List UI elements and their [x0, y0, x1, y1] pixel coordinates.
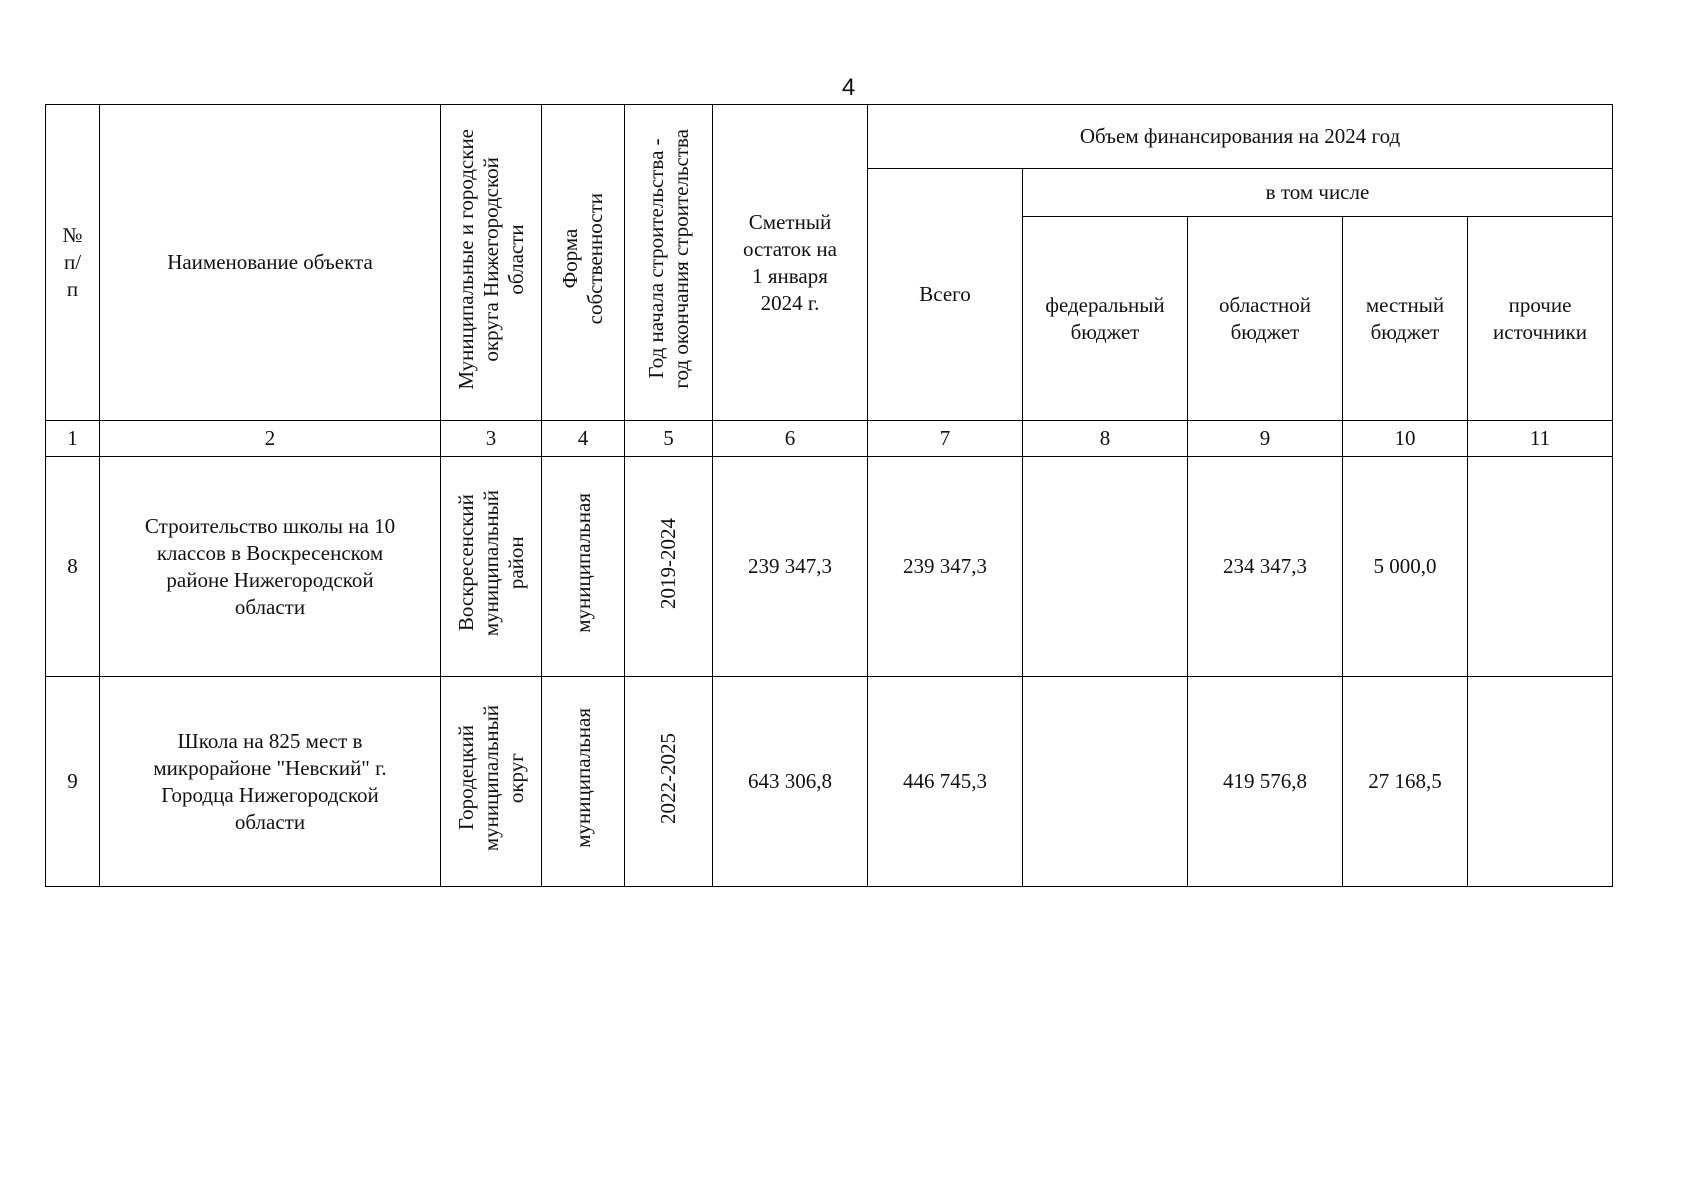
header-including: в том числе [1023, 169, 1613, 217]
column-number: 5 [625, 421, 713, 457]
header-name: Наименование объекта [100, 105, 441, 421]
header-municipality: Муниципальные и городские округа Нижегородской области [441, 105, 542, 421]
row-other [1468, 457, 1613, 677]
column-number: 4 [542, 421, 625, 457]
page-number: 4 [841, 74, 856, 101]
row-local: 27 168,5 [1343, 677, 1468, 887]
header-years: Год начала строительства - год окончания строительства [625, 105, 713, 421]
column-number: 10 [1343, 421, 1468, 457]
row-ownership: муниципальная [542, 457, 625, 677]
row-name: Строительство школы на 10 классов в Воскресенском районе Нижегородской области [100, 457, 441, 677]
row-federal [1023, 457, 1188, 677]
row-regional: 234 347,3 [1188, 457, 1343, 677]
row-total: 446 745,3 [868, 677, 1023, 887]
header-local: местный бюджет [1343, 217, 1468, 421]
header-num: № п/ п [46, 105, 100, 421]
header-total: Всего [868, 169, 1023, 421]
header-funding-group: Объем финансирования на 2024 год [868, 105, 1613, 169]
column-number: 2 [100, 421, 441, 457]
column-number: 7 [868, 421, 1023, 457]
column-number-row [46, 421, 1613, 457]
row-num: 8 [46, 457, 100, 677]
row-years: 2022-2025 [625, 677, 713, 887]
row-regional: 419 576,8 [1188, 677, 1343, 887]
column-number: 9 [1188, 421, 1343, 457]
header-estimate: Сметный остаток на 1 января 2024 г. [713, 105, 868, 421]
header-other: прочие источники [1468, 217, 1613, 421]
row-total: 239 347,3 [868, 457, 1023, 677]
header-ownership: Форма собственности [542, 105, 625, 421]
row-years: 2019-2024 [625, 457, 713, 677]
column-number: 11 [1468, 421, 1613, 457]
row-other [1468, 677, 1613, 887]
row-num: 9 [46, 677, 100, 887]
table-row [46, 677, 1613, 887]
header-regional: областной бюджет [1188, 217, 1343, 421]
row-ownership: муниципальная [542, 677, 625, 887]
column-number: 8 [1023, 421, 1188, 457]
row-estimate: 643 306,8 [713, 677, 868, 887]
row-local: 5 000,0 [1343, 457, 1468, 677]
column-number: 1 [46, 421, 100, 457]
funding-table [45, 104, 1613, 887]
column-number: 3 [441, 421, 542, 457]
table-row [46, 457, 1613, 677]
row-estimate: 239 347,3 [713, 457, 868, 677]
column-number: 6 [713, 421, 868, 457]
row-name: Школа на 825 мест в микрорайоне "Невский" г. Городца Нижегородской области [100, 677, 441, 887]
header-federal: федеральный бюджет [1023, 217, 1188, 421]
row-municipality: Городецкий муниципальный округ [441, 677, 542, 887]
row-federal [1023, 677, 1188, 887]
row-municipality: Воскресенский муниципальный район [441, 457, 542, 677]
